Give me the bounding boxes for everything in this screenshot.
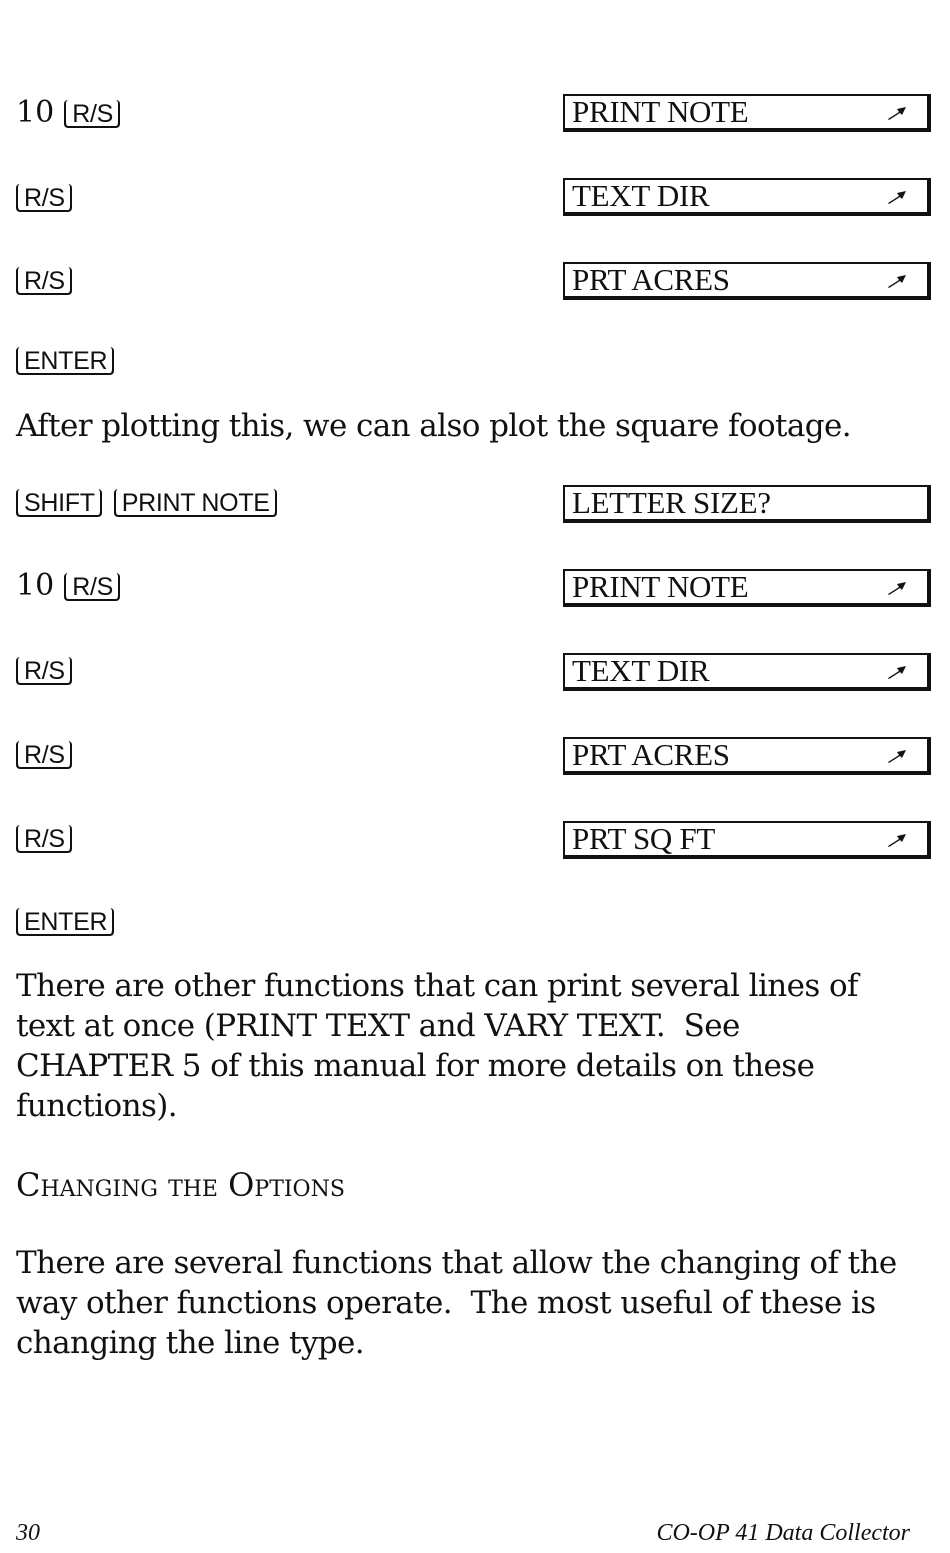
display-letter-size [563,485,931,523]
display-text: PRT ACRES [572,737,730,772]
key-print-note: PRINT NOTE [114,489,277,517]
arrow-icon [887,190,907,204]
paragraph-line: changing the line type. [16,1325,365,1361]
step-b4 [16,820,72,855]
step-b2 [16,652,72,687]
display-text: TEXT DIR [572,178,710,213]
arrow-icon [887,749,907,763]
step-b1 [16,568,120,603]
step-a3 [16,342,114,377]
key-rs: R/S [64,573,120,601]
key-enter: ENTER [16,908,114,936]
paragraph-text: After plotting this, we can also plot the square footage. [16,408,852,444]
display-prt-acres [563,262,931,300]
arrow-icon [887,665,907,679]
key-rs: R/S [16,184,72,212]
step-a1 [16,179,72,214]
paragraph-1 [16,406,926,446]
display-text-dir [563,178,931,216]
step-b3 [16,736,72,771]
key-rs: R/S [16,267,72,295]
key-rs: R/S [16,657,72,685]
display-text: PRINT NOTE [572,569,749,604]
step-b5 [16,903,114,938]
display-text: LETTER SIZE? [572,485,771,520]
display-print-note [563,569,931,607]
key-rs: R/S [16,825,72,853]
step-a0 [16,95,120,130]
display-text: TEXT DIR [572,653,710,688]
display-prt-sq-ft [563,821,931,859]
arrow-icon [887,581,907,595]
key-shift: SHIFT [16,489,102,517]
paragraph-line: There are other functions that can print several lines of [16,968,858,1004]
paragraph-3 [16,1243,926,1363]
paragraph-line: CHAPTER 5 of this manual for more details on these [16,1048,815,1084]
display-text: PRINT NOTE [572,94,749,129]
paragraph-line: functions). [16,1088,178,1124]
arrow-icon [887,833,907,847]
key-enter: ENTER [16,347,114,375]
paragraph-line: way other functions operate. The most useful of these is [16,1285,876,1321]
page-number: 30 [16,1520,40,1546]
step-number: 10 [16,95,55,130]
step-number: 10 [16,568,55,603]
step-a2 [16,262,72,297]
key-rs: R/S [16,741,72,769]
paragraph-line: text at once (PRINT TEXT and VARY TEXT. See [16,1008,740,1044]
paragraph-2 [16,966,926,1126]
display-prt-acres [563,737,931,775]
paragraph-line: There are several functions that allow the changing of the [16,1245,897,1281]
key-rs: R/S [64,100,120,128]
footer-title: CO-OP 41 Data Collector [656,1520,910,1546]
display-text-dir [563,653,931,691]
step-b0 [16,484,277,519]
display-text: PRT SQ FT [572,821,716,856]
arrow-icon [887,106,907,120]
section-heading: Changing the Options [16,1166,345,1204]
display-text: PRT ACRES [572,262,730,297]
display-print-note [563,94,931,132]
arrow-icon [887,274,907,288]
